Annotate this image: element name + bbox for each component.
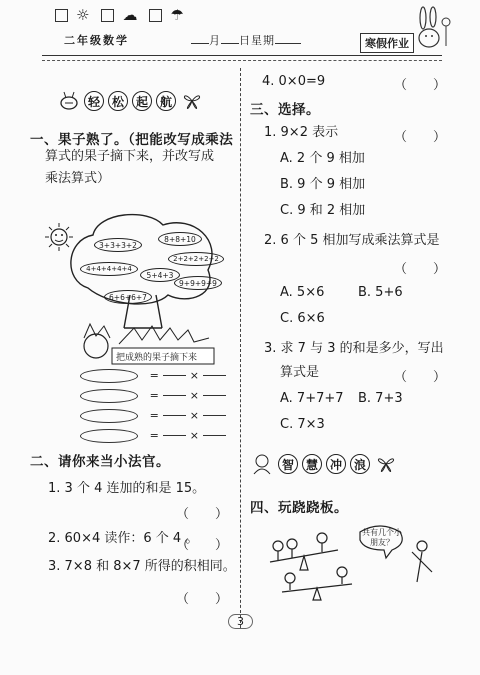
q3-title: 三、选择。 [250, 102, 320, 118]
banner-char: 智 [278, 454, 298, 474]
answer-blank[interactable] [203, 395, 226, 396]
fruit-tree [58, 210, 228, 330]
answer-paren[interactable]: （ ） [176, 507, 229, 522]
fruit[interactable]: 6+6+6+7 [104, 290, 152, 304]
q2-item-1: 1. 3 个 4 连加的和是 15。 [48, 481, 206, 496]
banner-easy-start [58, 90, 204, 112]
banner-wisdom-surf [250, 452, 398, 476]
q2-item-4: 4. 0×0=9 [262, 74, 326, 89]
banner-char: 松 [108, 91, 128, 111]
fruit[interactable]: 5+4+3 [140, 268, 180, 282]
butterfly-icon [180, 90, 204, 112]
answer-oval[interactable] [80, 409, 138, 423]
answer-blank[interactable] [163, 375, 186, 376]
q3-1-option-a[interactable]: A. 2 个 9 相加 [280, 151, 365, 166]
q2-item-2: 2. 60×4 读作：6 个 4 。 [48, 531, 199, 546]
checkbox-rainy[interactable] [149, 9, 162, 22]
checkbox-sunny[interactable] [55, 9, 68, 22]
cloud-icon: ☁ [122, 6, 138, 24]
grade-title: 二年级数学 [64, 34, 129, 47]
q3-1-option-b[interactable]: B. 9 个 9 相加 [280, 177, 366, 192]
answer-paren[interactable]: （ ） [176, 538, 229, 553]
q3-item-3-line2: 算式是 [280, 365, 320, 380]
q3-2-option-c[interactable]: C. 6×6 [280, 311, 325, 326]
rabbit-illustration [402, 6, 452, 54]
date-field[interactable]: 月 日星期 [191, 32, 301, 48]
checkbox-cloudy[interactable] [101, 9, 114, 22]
header-rule [42, 55, 442, 56]
answer-paren[interactable]: （ ） [394, 78, 447, 93]
q3-1-option-c[interactable]: C. 9 和 2 相加 [280, 203, 366, 218]
answer-paren[interactable]: （ ） [394, 370, 447, 385]
answer-blank[interactable] [203, 435, 226, 436]
answer-paren[interactable]: （ ） [394, 130, 447, 145]
weather-row [55, 6, 190, 24]
banner-char: 浪 [350, 454, 370, 474]
q2-title: 二、请你来当小法官。 [30, 454, 170, 470]
answer-row: = × [80, 426, 230, 445]
q1-line2: 算式的果子摘下来，并改写成 [45, 149, 215, 164]
q3-3-option-c[interactable]: C. 7×3 [280, 417, 325, 432]
fruit[interactable]: 8+8+10 [158, 232, 202, 246]
answer-paren[interactable]: （ ） [176, 592, 229, 607]
winter-homework-badge: 寒假作业 [360, 33, 414, 53]
rain-icon: ☂ [170, 6, 184, 24]
answer-row: = × [80, 386, 230, 405]
answer-blank[interactable] [203, 415, 226, 416]
q3-2-option-b[interactable]: B. 5+6 [358, 285, 403, 300]
q4-title: 四、玩跷跷板。 [250, 500, 348, 516]
header-dashed-rule [42, 60, 442, 61]
fruit[interactable]: 2+2+2+2+2 [168, 252, 224, 266]
fruit[interactable]: 9+9+9+9 [174, 276, 222, 290]
fruit[interactable]: 3+3+3+2 [94, 238, 142, 252]
q3-2-option-a[interactable]: A. 5×6 [280, 285, 325, 300]
sun-icon: ☼ [76, 6, 90, 24]
q1-title: 一、果子熟了。（把能改写成乘法 [30, 132, 234, 148]
child-icon [250, 452, 274, 476]
answer-blank[interactable] [163, 395, 186, 396]
banner-char: 航 [156, 91, 176, 111]
q3-item-3-line1: 3. 求 7 与 3 的和是多少，写出 [264, 341, 444, 356]
butterfly-icon [374, 453, 398, 475]
fruit[interactable]: 4+4+4+4+4 [80, 262, 138, 276]
answer-oval[interactable] [80, 429, 138, 443]
q3-3-option-a[interactable]: A. 7+7+7 [280, 391, 344, 406]
seesaw-illustration [262, 522, 442, 602]
answer-blank[interactable] [203, 375, 226, 376]
answer-row: = × [80, 406, 230, 425]
answer-ovals [80, 366, 230, 446]
q1-line3: 乘法算式） [45, 171, 111, 186]
q3-3-option-b[interactable]: B. 7+3 [358, 391, 403, 406]
basket-label: 把成熟的果子摘下来 [116, 353, 198, 363]
q2-item-3: 3. 7×8 和 8×7 所得的积相同。 [48, 559, 236, 574]
banner-char: 轻 [84, 91, 104, 111]
q3-item-2: 2. 6 个 5 相加写成乘法算式是 [264, 233, 440, 248]
answer-oval[interactable] [80, 369, 138, 383]
answer-blank[interactable] [163, 435, 186, 436]
answer-paren[interactable]: （ ） [394, 262, 447, 277]
answer-blank[interactable] [163, 415, 186, 416]
banner-char: 冲 [326, 454, 346, 474]
banner-char: 起 [132, 91, 152, 111]
q3-item-1: 1. 9×2 表示 [264, 125, 339, 140]
speech-bubble: 共有几个小朋友？ [362, 528, 402, 547]
answer-row: = × [80, 366, 230, 385]
page-number: 3 [228, 614, 253, 629]
banner-char: 慧 [302, 454, 322, 474]
bee-icon [58, 90, 80, 112]
answer-oval[interactable] [80, 389, 138, 403]
column-divider [240, 68, 241, 628]
